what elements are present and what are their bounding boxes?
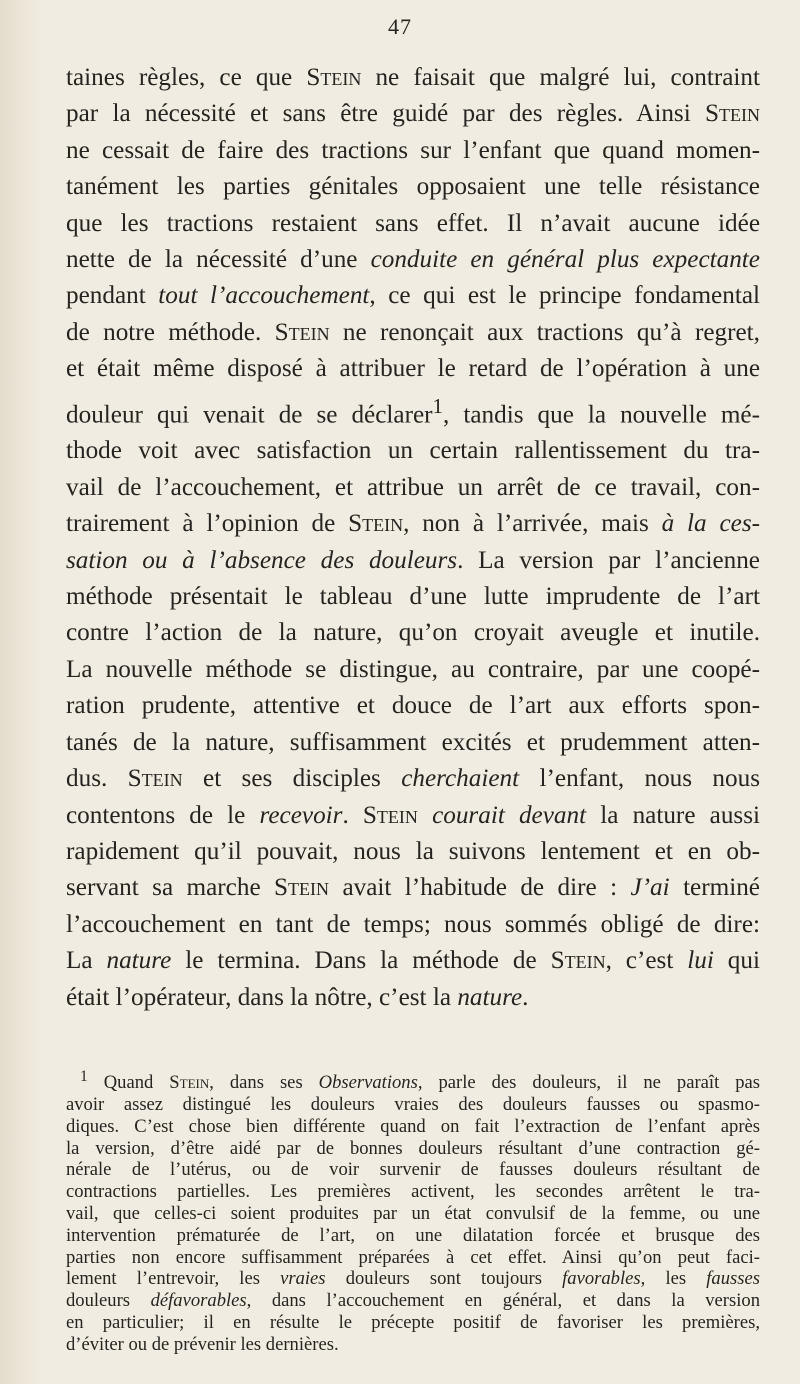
footnote-block — [66, 1066, 760, 1356]
body-line — [66, 351, 760, 387]
text-run: lement l’entrevoir, les — [66, 1268, 281, 1290]
body-line — [66, 242, 760, 278]
text-run: à la ces- — [661, 510, 761, 538]
text-run: douleurs sont toujours — [325, 1268, 563, 1290]
text-run: terminé — [669, 874, 760, 902]
body-line — [66, 133, 760, 169]
text-run: nérale de l’utérus, ou de voir survenir de fausses douleurs résultant de — [66, 1159, 760, 1181]
footnote-line — [66, 1225, 760, 1247]
body-line — [66, 206, 760, 242]
text-run: , dans l’accouchement en général, et dans la version — [246, 1290, 760, 1312]
text-run: contractions partielles. Les premières activent, les secondes arrêtent le tra- — [66, 1181, 760, 1203]
footnote-line — [66, 1312, 760, 1334]
body-line — [66, 433, 760, 469]
text-run: , dans ses — [209, 1072, 319, 1094]
body-line — [66, 907, 760, 943]
text-run: . — [522, 983, 529, 1011]
footnote-line — [66, 1181, 760, 1203]
text-run: d’éviter ou de prévenir les dernières. — [66, 1333, 339, 1355]
text-run: nette de la nécessité d’une — [66, 246, 371, 274]
text-run: Stein — [705, 100, 760, 128]
body-line — [66, 652, 760, 688]
text-run: trairement à l’opinion de — [66, 510, 349, 538]
text-run: parties non encore suffisamment préparées à cet effet. Ainsi qu’on peut faci- — [66, 1246, 760, 1268]
footnote-line — [66, 1138, 760, 1160]
text-run: Stein — [550, 947, 606, 975]
text-run: Stein — [306, 64, 362, 91]
text-run: Stein — [348, 510, 404, 538]
text-run: rapidement qu’il pouvait, nous la suivons lentement et en ob- — [66, 837, 760, 865]
text-run: tanés de la nature, suffisamment excités et prudemment atten- — [66, 728, 760, 756]
text-run: La nouvelle méthode se distingue, au contraire, par une coopé- — [66, 655, 760, 683]
body-line — [66, 169, 760, 205]
footnote-line — [66, 1094, 760, 1116]
text-run: l’accouchement en tant de temps; nous sommés obligé de dire: — [66, 910, 760, 938]
text-run: Stein — [274, 318, 330, 346]
body-line — [66, 980, 760, 1016]
footnote-line — [66, 1334, 760, 1356]
footnote-line — [66, 1116, 760, 1138]
text-run: , tandis que la nouvelle mé- — [443, 401, 760, 429]
text-run: le termina. Dans la méthode de — [171, 947, 551, 975]
text-run: Stein — [127, 765, 183, 793]
text-run: favorables — [562, 1268, 641, 1290]
body-line — [66, 60, 760, 96]
footnote-marker: 1 — [432, 393, 444, 418]
text-run: , parle des douleurs, il ne paraît pas — [417, 1072, 761, 1094]
body-line — [66, 943, 760, 979]
text-run: dus. — [66, 765, 128, 793]
text-run: de notre méthode. — [66, 318, 275, 346]
footnote-line — [66, 1159, 760, 1181]
text-run: nature — [106, 947, 172, 975]
footnote-marker: 1 — [80, 1068, 88, 1085]
text-run: était l’opérateur, dans la nôtre, c’est la — [66, 983, 458, 1011]
text-run: Stein — [274, 874, 330, 902]
text-run: thode voit avec satisfaction un certain rallentissement du tra- — [66, 437, 760, 465]
text-run: taines règles, ce que — [66, 64, 307, 91]
text-run: J’ai — [630, 874, 670, 902]
footnote-line — [66, 1203, 760, 1225]
text-run: vail, que celles-ci soient produites par un état convulsif de la femme, ou une — [66, 1202, 760, 1224]
text-run: diques. C’est chose bien différente quand on fait l’extraction de l’enfant après — [66, 1115, 760, 1137]
text-run: . La version par l’ancienne — [457, 546, 760, 574]
text-run: et était même disposé à attribuer le retard de l’opération à une — [66, 355, 760, 383]
text-run — [418, 802, 432, 829]
text-run: la nature aussi — [586, 801, 761, 829]
text-run: cherchaient — [401, 765, 520, 793]
body-line — [66, 579, 760, 615]
main-text-block — [66, 60, 760, 1016]
text-run: ne renonçait aux tractions qu’à regret, — [329, 318, 760, 346]
text-run: servant sa marche — [66, 874, 275, 902]
body-line — [66, 506, 760, 542]
text-run: nature — [457, 983, 523, 1011]
text-run: contre l’action de la nature, qu’on croyait aveugle et inutile. — [66, 619, 760, 647]
text-run: en particulier; il en résulte le précepte positif de favoriser les premières, — [66, 1311, 760, 1333]
text-run: , non à l’arrivée, mais — [403, 510, 662, 538]
text-run: défavorables — [150, 1290, 247, 1312]
text-run: Stein — [362, 801, 418, 829]
text-run: ne cessait de faire des tractions sur l’enfant que quand momen- — [66, 136, 760, 164]
text-run: intervention prématurée de l’art, on une dilatation forcée et brusque des — [66, 1224, 760, 1246]
footnote-line — [66, 1247, 760, 1269]
page-edge-shadow — [0, 0, 42, 1384]
text-run: tanément les parties génitales opposaient une telle résistance — [66, 173, 760, 201]
text-run: courait devant — [432, 801, 587, 829]
body-line — [66, 278, 760, 314]
text-run: tout l’accouchement — [158, 282, 370, 310]
body-line — [66, 388, 760, 434]
text-run: , les — [640, 1268, 707, 1290]
text-run: contentons de le — [66, 801, 260, 829]
text-run: , c’est — [605, 947, 688, 975]
text-run: fausses — [706, 1268, 760, 1290]
text-run: ration prudente, attentive et douce de l’art aux efforts spon- — [66, 692, 760, 720]
page-number: 47 — [388, 14, 412, 39]
body-line — [66, 688, 760, 724]
text-run: la version, d’être aidé par de bonnes douleurs résultant d’une contraction gé- — [66, 1137, 760, 1159]
text-run: conduite en général plus expectante — [370, 246, 760, 274]
text-run: lui — [687, 947, 714, 975]
text-run: avait l’habitude de dire : — [329, 874, 631, 902]
text-run: Quand — [87, 1072, 170, 1094]
text-run: recevoir — [259, 801, 343, 829]
text-run: l’enfant, nous nous — [519, 765, 761, 793]
body-line — [66, 96, 760, 132]
footnote-line — [66, 1290, 760, 1312]
text-run: ne faisait que malgré lui, contraint — [361, 64, 760, 91]
text-run: vail de l’accouchement, et attribue un arrêt de ce travail, con- — [66, 473, 760, 501]
text-run: sation ou à l’absence des douleurs — [66, 546, 458, 574]
text-run: . — [342, 801, 363, 829]
text-run: vraies — [280, 1268, 326, 1290]
text-run: par la nécessité et sans être guidé par des règles. Ainsi — [66, 100, 705, 128]
body-line — [66, 798, 760, 834]
footnote-line — [66, 1268, 760, 1290]
text-run: douleurs — [66, 1290, 151, 1312]
body-line — [66, 543, 760, 579]
text-run: , ce qui est le principe fondamental — [369, 282, 760, 310]
text-run: et ses disciples — [182, 765, 402, 793]
text-run: avoir assez distingué les douleurs vraies des douleurs fausses ou spasmo- — [66, 1093, 760, 1115]
body-line — [66, 725, 760, 761]
text-run: Stein — [169, 1072, 210, 1094]
text-run: Observations — [318, 1072, 418, 1094]
body-line — [66, 834, 760, 870]
text-run: douleur qui venait de se déclarer — [66, 401, 433, 429]
body-line — [66, 315, 760, 351]
text-run: méthode présentait le tableau d’une lutte imprudente de l’art — [66, 583, 760, 611]
text-run: pendant — [66, 282, 159, 310]
body-line — [66, 470, 760, 506]
body-line — [66, 870, 760, 906]
footnote-line — [66, 1066, 760, 1094]
body-line — [66, 761, 760, 797]
text-run: La — [66, 947, 107, 975]
body-line — [66, 615, 760, 651]
text-run: qui — [713, 947, 760, 975]
text-run: que les tractions restaient sans effet. Il n’avait aucune idée — [66, 209, 760, 237]
